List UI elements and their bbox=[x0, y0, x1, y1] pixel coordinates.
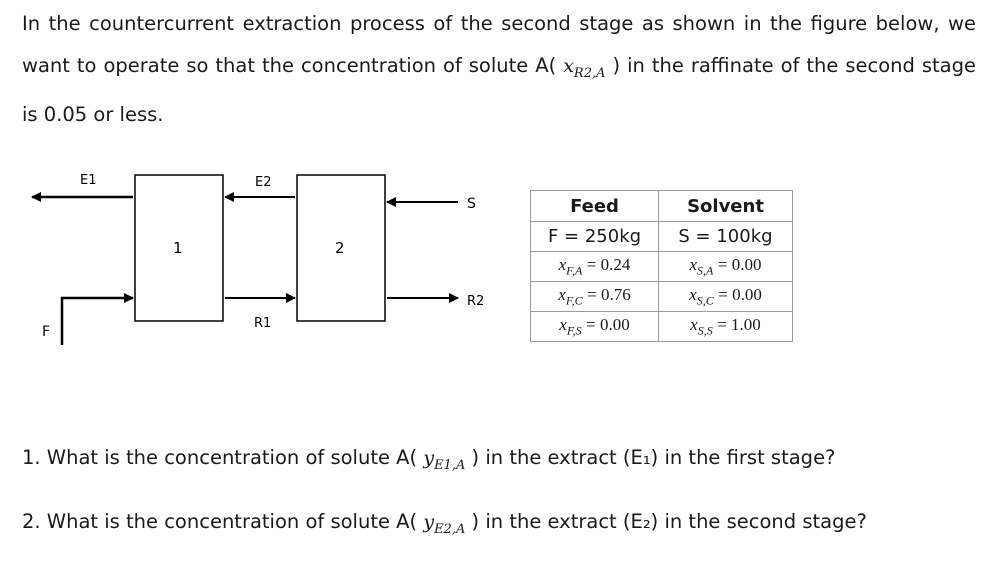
cell-solvent-mass: S = 100kg bbox=[659, 222, 793, 252]
arrow-f bbox=[62, 298, 133, 345]
cell-xfc: $x_{F,C} = 0.76$ bbox=[531, 282, 659, 312]
symbol-x-r2a: $x_{R2,A}$ bbox=[563, 54, 606, 81]
label-r1: R1 bbox=[254, 316, 272, 331]
intro-text-1: In the countercurrent extraction process of the second stage as shown in the figure below, we want to operate so that the concentration of solute A( bbox=[22, 12, 976, 77]
cell-xsa: $x_{S,A} = 0.00$ bbox=[659, 252, 793, 282]
label-f: F bbox=[42, 324, 51, 340]
question-2: 2. What is the concentration of solute A( $y_{E2,A}$ ) in the extract (E₂) in the second stage? bbox=[22, 510, 867, 537]
table-header-row bbox=[531, 191, 793, 222]
label-e1: E1 bbox=[80, 173, 97, 188]
symbol-y-e2a: $y_{E2,A}$ bbox=[423, 511, 466, 537]
extraction-diagram bbox=[0, 160, 520, 360]
table-row bbox=[531, 282, 793, 312]
label-e2: E2 bbox=[255, 175, 272, 190]
label-stage-2: 2 bbox=[335, 239, 345, 257]
cell-xsc: $x_{S,C} = 0.00$ bbox=[659, 282, 793, 312]
problem-intro bbox=[22, 3, 976, 135]
table-row bbox=[531, 312, 793, 342]
cell-feed-mass: F = 250kg bbox=[531, 222, 659, 252]
label-stage-1: 1 bbox=[173, 239, 183, 257]
label-r2: R2 bbox=[467, 294, 485, 309]
feed-solvent-table bbox=[530, 190, 793, 342]
header-feed: Feed bbox=[531, 191, 659, 222]
question-1: 1. What is the concentration of solute A( $y_{E1,A}$ ) in the extract (E₁) in the first stage? bbox=[22, 446, 836, 473]
label-s: S bbox=[467, 196, 476, 212]
table-row bbox=[531, 222, 793, 252]
cell-xss: $x_{S,S} = 1.00$ bbox=[659, 312, 793, 342]
symbol-y-e1a: $y_{E1,A}$ bbox=[423, 447, 466, 473]
cell-xfa: $x_{F,A} = 0.24$ bbox=[531, 252, 659, 282]
intro-text-2: ) in the raffinate of the second stage is 0.05 or less. bbox=[22, 53, 976, 126]
cell-xfs: $x_{F,S} = 0.00$ bbox=[531, 312, 659, 342]
header-solvent: Solvent bbox=[659, 191, 793, 222]
table-row bbox=[531, 252, 793, 282]
